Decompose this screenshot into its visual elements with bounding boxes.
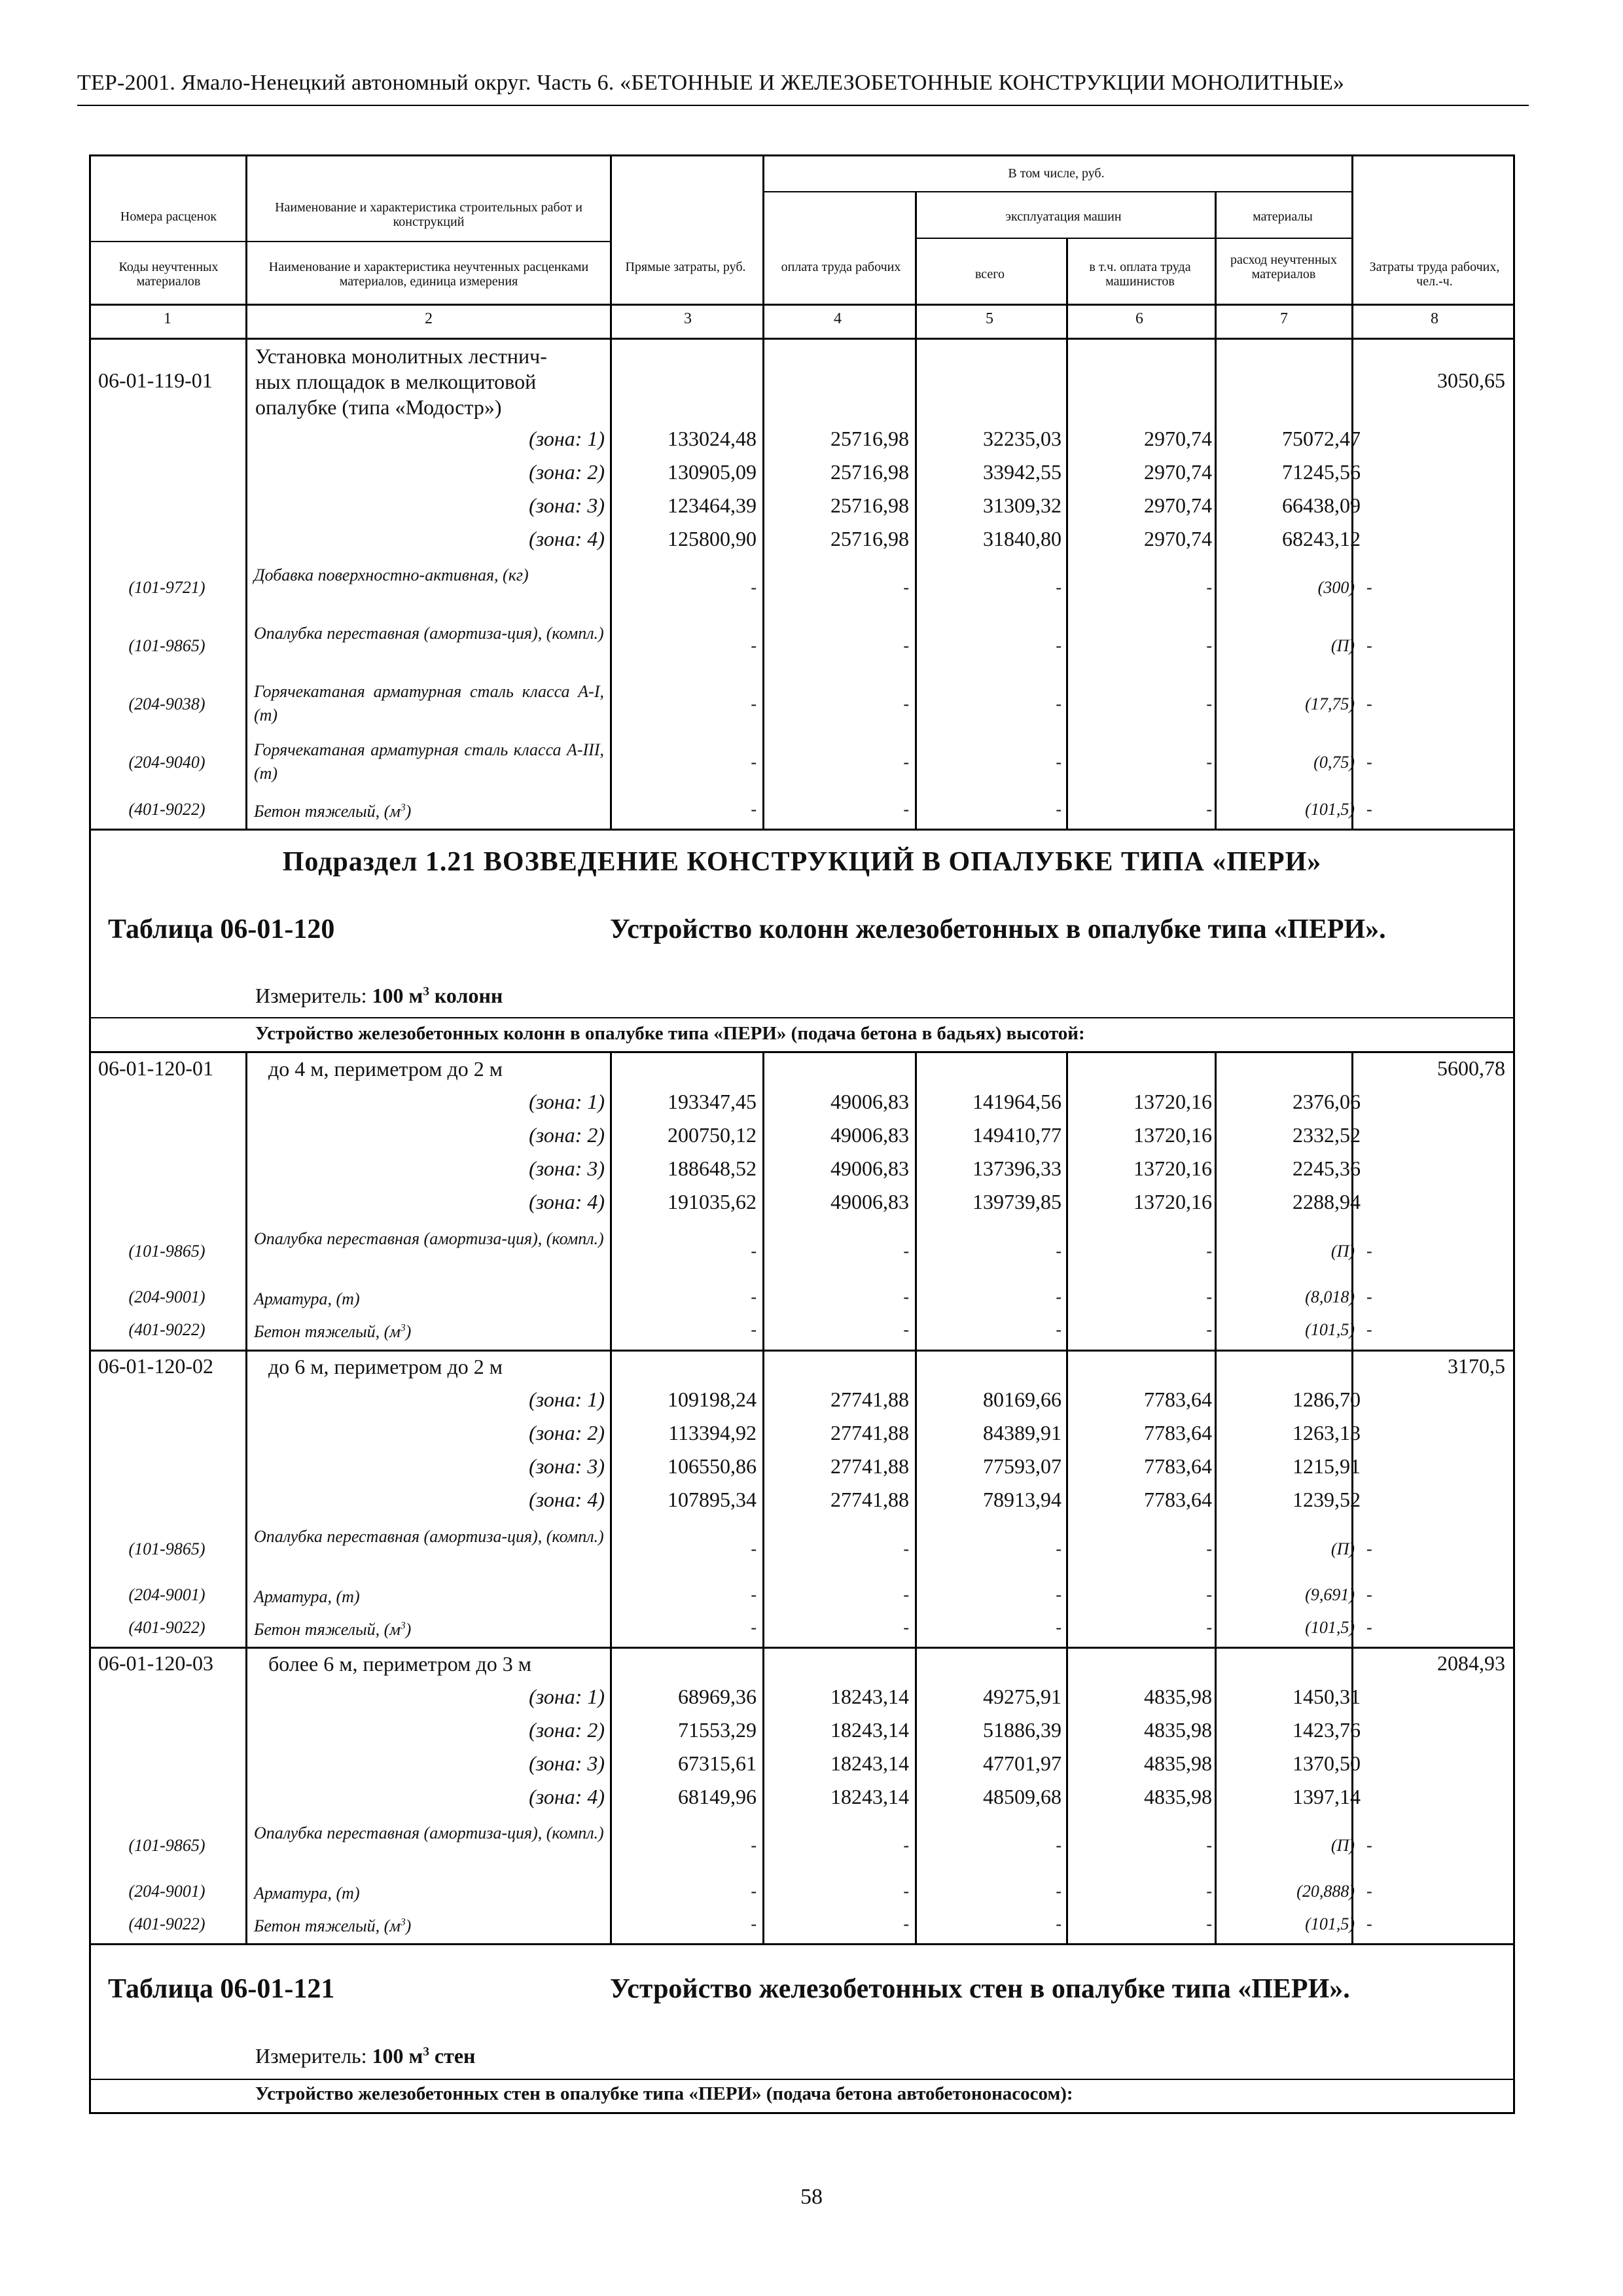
header-work-name: Наименование и характеристика строительных работ и конструкций bbox=[275, 200, 582, 229]
material-consumption: (101,5) bbox=[1305, 800, 1355, 819]
zone-label: (зона: 4) bbox=[529, 1488, 605, 1511]
dash-labor: - bbox=[1366, 1836, 1372, 1855]
subsection-title: Подраздел 1.21 ВОЗВЕДЕНИЕ КОНСТРУКЦИЙ В ОПАЛУБКЕ ТИПА «ПЕРИ» bbox=[282, 847, 1322, 877]
labor-cost: 3050,65 bbox=[1437, 368, 1505, 392]
dash-wages: - bbox=[903, 1539, 909, 1558]
machinist-wages: 7783,64 bbox=[1144, 1421, 1212, 1444]
wages: 27741,88 bbox=[830, 1454, 909, 1478]
material-consumption: (300) bbox=[1317, 578, 1355, 597]
rate-code: 06-01-120-01 bbox=[98, 1056, 213, 1080]
dash-wages: - bbox=[903, 1914, 909, 1933]
machinist-wages: 4835,98 bbox=[1144, 1785, 1212, 1808]
dash-labor: - bbox=[1366, 753, 1372, 772]
material-name: Опалубка переставная (амортиза-ция), (компл.) bbox=[254, 1823, 604, 1842]
col-number-3: 3 bbox=[684, 310, 692, 327]
zone-label: (зона: 2) bbox=[529, 460, 605, 484]
wages: 18243,14 bbox=[830, 1718, 909, 1742]
dash-machinists: - bbox=[1206, 694, 1212, 713]
material-name: Горячекатаная арматурная сталь класса А-III, (т) bbox=[254, 740, 604, 783]
materials-cost: 1263,13 bbox=[1293, 1421, 1361, 1444]
zone-label: (зона: 1) bbox=[529, 427, 605, 450]
machines-total: 33942,55 bbox=[983, 460, 1061, 484]
zone-label: (зона: 3) bbox=[529, 1454, 605, 1478]
material-name: Добавка поверхностно-активная, (кг) bbox=[254, 565, 529, 584]
header-material-names: Наименование и характеристика неучтенных расценками материалов, единица измерения bbox=[268, 260, 589, 289]
col-number-5: 5 bbox=[986, 310, 993, 327]
dash-machines: - bbox=[1056, 694, 1061, 713]
dash-wages: - bbox=[903, 753, 909, 772]
material-code: (204-9001) bbox=[128, 1287, 205, 1306]
machinist-wages: 2970,74 bbox=[1144, 460, 1212, 484]
machinist-wages: 13720,16 bbox=[1133, 1157, 1212, 1180]
header-rate-numbers: Номера расценок bbox=[120, 209, 217, 224]
dash-direct: - bbox=[751, 1618, 757, 1637]
zone-label: (зона: 4) bbox=[529, 527, 605, 550]
dash-wages: - bbox=[903, 1320, 909, 1339]
header-direct-costs: Прямые затраты, руб. bbox=[625, 260, 746, 274]
dash-machines: - bbox=[1056, 1914, 1061, 1933]
machinist-wages: 2970,74 bbox=[1144, 527, 1212, 550]
rate-name-line-2: ных площадок в мелкощитовой bbox=[255, 370, 537, 393]
dash-labor: - bbox=[1366, 1320, 1372, 1339]
header-labor-costs: Затраты труда рабочих, чел.-ч. bbox=[1369, 260, 1500, 289]
materials-cost: 2245,36 bbox=[1293, 1157, 1361, 1180]
material-code: (401-9022) bbox=[128, 1320, 205, 1339]
zone-label: (зона: 3) bbox=[529, 1751, 605, 1775]
dash-labor: - bbox=[1366, 694, 1372, 713]
zone-label: (зона: 3) bbox=[529, 493, 605, 517]
direct-cost: 200750,12 bbox=[668, 1123, 757, 1147]
dash-machines: - bbox=[1056, 800, 1061, 819]
material-consumption: (П) bbox=[1330, 1836, 1355, 1855]
machinist-wages: 4835,98 bbox=[1144, 1685, 1212, 1708]
direct-cost: 71553,29 bbox=[678, 1718, 757, 1742]
dash-machinists: - bbox=[1206, 1242, 1212, 1261]
dash-wages: - bbox=[903, 1287, 909, 1306]
machinist-wages: 4835,98 bbox=[1144, 1751, 1212, 1775]
material-name: Арматура, (т) bbox=[254, 1884, 360, 1903]
materials-cost: 1286,70 bbox=[1293, 1388, 1361, 1411]
direct-cost: 109198,24 bbox=[668, 1388, 757, 1411]
rate-name: до 4 м, периметром до 2 м bbox=[268, 1057, 503, 1081]
machinist-wages: 2970,74 bbox=[1144, 427, 1212, 450]
materials-cost: 68243,12 bbox=[1282, 527, 1361, 550]
wages: 27741,88 bbox=[830, 1421, 909, 1444]
zone-label: (зона: 1) bbox=[529, 1090, 605, 1113]
table-120-label: Таблица 06-01-120 bbox=[108, 914, 335, 944]
dash-machinists: - bbox=[1206, 1539, 1212, 1558]
machines-total: 80169,66 bbox=[983, 1388, 1061, 1411]
dash-wages: - bbox=[903, 1618, 909, 1637]
material-code: (101-9865) bbox=[128, 636, 205, 655]
material-name: Горячекатаная арматурная сталь класса А-I, (т) bbox=[254, 682, 604, 725]
materials-cost: 75072,47 bbox=[1282, 427, 1361, 450]
material-code: (204-9040) bbox=[128, 753, 205, 772]
dash-machines: - bbox=[1056, 1287, 1061, 1306]
wages: 25716,98 bbox=[830, 493, 909, 517]
dash-direct: - bbox=[751, 1882, 757, 1901]
dash-labor: - bbox=[1366, 1882, 1372, 1901]
dash-labor: - bbox=[1366, 1914, 1372, 1933]
wages: 49006,83 bbox=[830, 1157, 909, 1180]
material-consumption: (П) bbox=[1330, 636, 1355, 655]
machinist-wages: 13720,16 bbox=[1133, 1123, 1212, 1147]
labor-cost: 3170,5 bbox=[1448, 1354, 1505, 1378]
dash-machines: - bbox=[1056, 1618, 1061, 1637]
material-consumption: (101,5) bbox=[1305, 1320, 1355, 1339]
machines-total: 31840,80 bbox=[983, 527, 1061, 550]
dash-machinists: - bbox=[1206, 1287, 1212, 1306]
dash-labor: - bbox=[1366, 578, 1372, 597]
machinist-wages: 7783,64 bbox=[1144, 1454, 1212, 1478]
materials-cost: 1423,76 bbox=[1293, 1718, 1361, 1742]
dash-machinists: - bbox=[1206, 1882, 1212, 1901]
dash-wages: - bbox=[903, 1882, 909, 1901]
dash-machinists: - bbox=[1206, 800, 1212, 819]
machines-total: 49275,91 bbox=[983, 1685, 1061, 1708]
direct-cost: 68149,96 bbox=[678, 1785, 757, 1808]
material-name: Опалубка переставная (амортиза-ция), (компл.) bbox=[254, 624, 604, 643]
material-consumption: (20,888) bbox=[1296, 1882, 1355, 1901]
direct-cost: 193347,45 bbox=[668, 1090, 757, 1113]
header-materials: материалы bbox=[1253, 209, 1313, 224]
dash-labor: - bbox=[1366, 800, 1372, 819]
wages: 25716,98 bbox=[830, 527, 909, 550]
material-name: Арматура, (т) bbox=[254, 1289, 360, 1308]
wages: 25716,98 bbox=[830, 427, 909, 450]
labor-cost: 5600,78 bbox=[1437, 1056, 1505, 1080]
dash-labor: - bbox=[1366, 1539, 1372, 1558]
dash-machinists: - bbox=[1206, 1320, 1212, 1339]
dash-wages: - bbox=[903, 1836, 909, 1855]
wages: 18243,14 bbox=[830, 1685, 909, 1708]
table-121-subheading: Устройство железобетонных стен в опалубке типа «ПЕРИ» (подача бетона автобетононасосом): bbox=[255, 2083, 1073, 2104]
header-machine-operation: эксплуатация машин bbox=[1005, 209, 1122, 224]
material-code: (101-9865) bbox=[128, 1836, 205, 1855]
rate-code: 06-01-120-03 bbox=[98, 1651, 213, 1675]
machinist-wages: 4835,98 bbox=[1144, 1718, 1212, 1742]
material-consumption: (8,018) bbox=[1305, 1287, 1355, 1306]
materials-cost: 2288,94 bbox=[1293, 1190, 1361, 1213]
material-consumption: (9,691) bbox=[1305, 1585, 1355, 1604]
dash-machinists: - bbox=[1206, 753, 1212, 772]
machines-total: 137396,33 bbox=[972, 1157, 1061, 1180]
header-incl-machinist-wages: в т.ч. оплата труда машинистов bbox=[1089, 260, 1191, 289]
dash-direct: - bbox=[751, 1242, 757, 1261]
col-number-8: 8 bbox=[1431, 310, 1438, 327]
wages: 18243,14 bbox=[830, 1751, 909, 1775]
header-labor-wages: оплата труда рабочих bbox=[781, 260, 901, 274]
machinist-wages: 13720,16 bbox=[1133, 1090, 1212, 1113]
dash-machines: - bbox=[1056, 753, 1061, 772]
direct-cost: 125800,90 bbox=[668, 527, 757, 550]
zone-label: (зона: 3) bbox=[529, 1157, 605, 1180]
direct-cost: 188648,52 bbox=[668, 1157, 757, 1180]
material-code: (401-9022) bbox=[128, 1618, 205, 1637]
dash-wages: - bbox=[903, 694, 909, 713]
material-name: Опалубка переставная (амортиза-ция), (компл.) bbox=[254, 1527, 604, 1546]
dash-machines: - bbox=[1056, 1585, 1061, 1604]
materials-cost: 66438,09 bbox=[1282, 493, 1361, 517]
materials-cost: 1450,31 bbox=[1293, 1685, 1361, 1708]
table-121-unit: Измеритель: 100 $м^3$ стен bbox=[255, 2044, 476, 2068]
materials-cost: 71245,56 bbox=[1282, 460, 1361, 484]
machines-total: 51886,39 bbox=[983, 1718, 1061, 1742]
col-number-1: 1 bbox=[164, 310, 171, 327]
machinist-wages: 7783,64 bbox=[1144, 1388, 1212, 1411]
direct-cost: 106550,86 bbox=[668, 1454, 757, 1478]
direct-cost: 133024,48 bbox=[668, 427, 757, 450]
material-code: (401-9022) bbox=[128, 800, 205, 819]
direct-cost: 113394,92 bbox=[668, 1421, 757, 1444]
dash-direct: - bbox=[751, 1914, 757, 1933]
rate-name: до 6 м, периметром до 2 м bbox=[268, 1355, 503, 1378]
col-number-4: 4 bbox=[834, 310, 842, 327]
dash-direct: - bbox=[751, 694, 757, 713]
machines-total: 47701,97 bbox=[983, 1751, 1061, 1775]
dash-labor: - bbox=[1366, 636, 1372, 655]
dash-machinists: - bbox=[1206, 1585, 1212, 1604]
material-consumption: (101,5) bbox=[1305, 1618, 1355, 1637]
table-120-unit: Измеритель: 100 $м^3$ колонн bbox=[255, 984, 503, 1007]
material-code: (204-9001) bbox=[128, 1882, 205, 1901]
dash-direct: - bbox=[751, 636, 757, 655]
header-material-codes: Коды неучтенных материалов bbox=[118, 260, 219, 289]
material-name-concrete: Бетон тяжелый, $(м^3)$ bbox=[254, 802, 412, 821]
zone-label: (зона: 2) bbox=[529, 1718, 605, 1742]
wages: 27741,88 bbox=[830, 1388, 909, 1411]
material-name-concrete: Бетон тяжелый, $(м^3)$ bbox=[254, 1916, 412, 1935]
labor-cost: 2084,93 bbox=[1437, 1651, 1505, 1675]
zone-label: (зона: 2) bbox=[529, 1421, 605, 1444]
dash-machines: - bbox=[1056, 578, 1061, 597]
machines-total: 32235,03 bbox=[983, 427, 1061, 450]
dash-direct: - bbox=[751, 1287, 757, 1306]
dash-labor: - bbox=[1366, 1242, 1372, 1261]
dash-machinists: - bbox=[1206, 578, 1212, 597]
rate-code: 06-01-120-02 bbox=[98, 1354, 213, 1378]
machines-total: 84389,91 bbox=[983, 1421, 1061, 1444]
dash-direct: - bbox=[751, 1539, 757, 1558]
materials-cost: 2376,06 bbox=[1293, 1090, 1361, 1113]
col-number-2: 2 bbox=[425, 310, 433, 327]
dash-wages: - bbox=[903, 1242, 909, 1261]
rate-code: 06-01-119-01 bbox=[98, 368, 213, 392]
dash-wages: - bbox=[903, 800, 909, 819]
material-name-concrete: Бетон тяжелый, $(м^3)$ bbox=[254, 1322, 412, 1341]
dash-labor: - bbox=[1366, 1618, 1372, 1637]
dash-direct: - bbox=[751, 800, 757, 819]
col-number-6: 6 bbox=[1135, 310, 1143, 327]
header-rule bbox=[77, 105, 1529, 106]
table-121-label: Таблица 06-01-121 bbox=[108, 1974, 335, 2004]
wages: 25716,98 bbox=[830, 460, 909, 484]
dash-wages: - bbox=[903, 1585, 909, 1604]
material-code: (204-9001) bbox=[128, 1585, 205, 1604]
machinist-wages: 2970,74 bbox=[1144, 493, 1212, 517]
material-consumption: (0,75) bbox=[1313, 753, 1355, 772]
col-number-7: 7 bbox=[1280, 310, 1288, 327]
dash-direct: - bbox=[751, 1585, 757, 1604]
material-code: (101-9865) bbox=[128, 1539, 205, 1558]
material-consumption: (П) bbox=[1330, 1539, 1355, 1558]
material-code: (401-9022) bbox=[128, 1914, 205, 1933]
machines-total: 31309,32 bbox=[983, 493, 1061, 517]
materials-cost: 1239,52 bbox=[1293, 1488, 1361, 1511]
dash-machines: - bbox=[1056, 1539, 1061, 1558]
material-name: Арматура, (т) bbox=[254, 1587, 360, 1606]
wages: 27741,88 bbox=[830, 1488, 909, 1511]
table-120-subheading: Устройство железобетонных колонн в опалубке типа «ПЕРИ» (подача бетона в бадьях) высотой: bbox=[255, 1023, 1085, 1044]
materials-cost: 1215,91 bbox=[1293, 1454, 1361, 1478]
dash-machines: - bbox=[1056, 1836, 1061, 1855]
machinist-wages: 13720,16 bbox=[1133, 1190, 1212, 1213]
materials-cost: 1397,14 bbox=[1293, 1785, 1361, 1808]
machines-total: 149410,77 bbox=[972, 1123, 1061, 1147]
dash-direct: - bbox=[751, 1836, 757, 1855]
dash-machinists: - bbox=[1206, 636, 1212, 655]
machines-total: 139739,85 bbox=[972, 1190, 1061, 1213]
dash-machinists: - bbox=[1206, 1836, 1212, 1855]
material-name: Опалубка переставная (амортиза-ция), (компл.) bbox=[254, 1229, 604, 1248]
machines-total: 48509,68 bbox=[983, 1785, 1061, 1808]
materials-cost: 1370,50 bbox=[1293, 1751, 1361, 1775]
material-consumption: (17,75) bbox=[1305, 694, 1355, 713]
direct-cost: 123464,39 bbox=[668, 493, 757, 517]
zone-label: (зона: 1) bbox=[529, 1388, 605, 1411]
dash-machines: - bbox=[1056, 1320, 1061, 1339]
dash-labor: - bbox=[1366, 1287, 1372, 1306]
page-header: ТЕР-2001. Ямало-Ненецкий автономный округ. Часть 6. «БЕТОННЫЕ И ЖЕЛЕЗОБЕТОННЫЕ КОНСТРУКЦИИ МОНОЛИТНЫЕ» bbox=[77, 71, 1345, 95]
material-code: (204-9038) bbox=[128, 694, 205, 713]
dash-wages: - bbox=[903, 636, 909, 655]
material-consumption: (101,5) bbox=[1305, 1914, 1355, 1933]
material-code: (101-9721) bbox=[128, 578, 205, 597]
table-120-title: Устройство колонн железобетонных в опалубке типа «ПЕРИ». bbox=[610, 914, 1386, 944]
material-consumption: (П) bbox=[1330, 1242, 1355, 1261]
header-incl-rub: В том числе, руб. bbox=[1008, 166, 1105, 181]
dash-direct: - bbox=[751, 1320, 757, 1339]
dash-direct: - bbox=[751, 753, 757, 772]
dash-wages: - bbox=[903, 578, 909, 597]
dash-machinists: - bbox=[1206, 1914, 1212, 1933]
material-code: (101-9865) bbox=[128, 1242, 205, 1261]
direct-cost: 68969,36 bbox=[678, 1685, 757, 1708]
dash-machinists: - bbox=[1206, 1618, 1212, 1637]
zone-label: (зона: 4) bbox=[529, 1190, 605, 1213]
rate-name: более 6 м, периметром до 3 м bbox=[268, 1652, 531, 1676]
wages: 49006,83 bbox=[830, 1123, 909, 1147]
material-name-concrete: Бетон тяжелый, $(м^3)$ bbox=[254, 1620, 412, 1639]
direct-cost: 130905,09 bbox=[668, 460, 757, 484]
zone-label: (зона: 2) bbox=[529, 1123, 605, 1147]
page-number: 58 bbox=[800, 2185, 823, 2209]
dash-machines: - bbox=[1056, 636, 1061, 655]
machines-total: 141964,56 bbox=[972, 1090, 1061, 1113]
table-121-title: Устройство железобетонных стен в опалубке типа «ПЕРИ». bbox=[610, 1974, 1350, 2004]
zone-label: (зона: 4) bbox=[529, 1785, 605, 1808]
dash-machines: - bbox=[1056, 1242, 1061, 1261]
rate-name-line-3: опалубке (типа «Модостр») bbox=[255, 395, 502, 419]
wages: 49006,83 bbox=[830, 1090, 909, 1113]
machines-total: 78913,94 bbox=[983, 1488, 1061, 1511]
header-total: всего bbox=[974, 267, 1005, 281]
direct-cost: 191035,62 bbox=[668, 1190, 757, 1213]
dash-direct: - bbox=[751, 578, 757, 597]
direct-cost: 67315,61 bbox=[678, 1751, 757, 1775]
wages: 18243,14 bbox=[830, 1785, 909, 1808]
zone-label: (зона: 1) bbox=[529, 1685, 605, 1708]
header-unaccounted-materials: расход неучтенных материалов bbox=[1230, 253, 1337, 281]
machines-total: 77593,07 bbox=[983, 1454, 1061, 1478]
machinist-wages: 7783,64 bbox=[1144, 1488, 1212, 1511]
rate-name-line-1: Установка монолитных лестнич- bbox=[255, 344, 547, 368]
wages: 49006,83 bbox=[830, 1190, 909, 1213]
dash-labor: - bbox=[1366, 1585, 1372, 1604]
dash-machines: - bbox=[1056, 1882, 1061, 1901]
direct-cost: 107895,34 bbox=[668, 1488, 757, 1511]
materials-cost: 2332,52 bbox=[1293, 1123, 1361, 1147]
